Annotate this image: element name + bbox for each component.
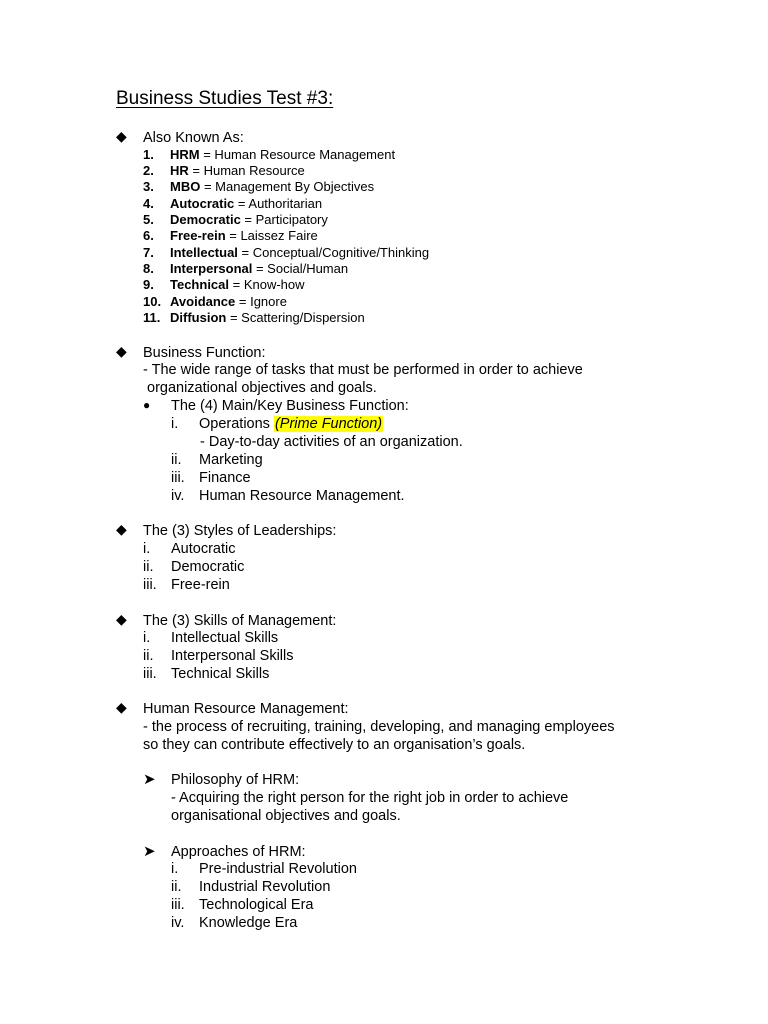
item-term: HRM [170,147,200,162]
item-number: i. [171,861,179,877]
item-term: Democratic [170,212,241,227]
item-number: ii. [143,648,154,664]
item-meaning: = Management By Objectives [200,179,375,194]
item-number: 7. [143,245,154,260]
item-meaning: = Authoritarian [234,196,323,211]
item-meaning: = Human Resource [188,163,305,178]
item-number: i. [171,416,179,432]
highlighted-note: (Prime Function) [274,416,383,432]
list-item [143,576,230,594]
item-label: Pre-industrial Revolution [199,861,357,877]
list-item [143,558,244,576]
item-number: 5. [143,212,154,227]
item-label: Democratic [171,559,245,575]
item-label: Intellectual Skills [171,630,279,646]
item-meaning: = Social/Human [252,261,349,276]
page-title: Business Studies Test #3: [116,88,334,109]
item-number: ii. [171,452,182,468]
business-function-description: - The wide range of tasks that must be performed in order to achieve [143,362,583,378]
item-label: Free-rein [171,577,230,593]
item-number: iii. [143,577,157,593]
item-number: ii. [171,879,182,895]
section-heading-business-function: Business Function: [143,345,266,361]
list-item [143,540,235,558]
item-number: 2. [143,163,154,178]
item-meaning: = Laissez Faire [225,228,318,243]
item-label: Interpersonal Skills [171,648,294,664]
item-term: Interpersonal [170,261,253,276]
section-heading-leadership: The (3) Styles of Leaderships: [143,523,337,539]
diamond-bullet-icon: ◆ [116,699,127,715]
operations-description: - Day-to-day activities of an organization. [200,434,463,450]
arrow-bullet-icon: ➤ [143,843,156,860]
item-label: Autocratic [171,541,236,557]
diamond-bullet-icon: ◆ [116,611,127,627]
list-item [171,914,297,932]
item-meaning: = Participatory [240,212,328,227]
item-number: iv. [171,915,185,931]
hrm-description: - the process of recruiting, training, developing, and managing employees [143,719,615,735]
section-heading-skills: The (3) Skills of Management: [143,613,337,629]
list-item [143,227,318,245]
diamond-bullet-icon: ◆ [116,128,127,144]
diamond-bullet-icon: ◆ [116,521,127,537]
item-number: 9. [143,277,154,292]
list-item [143,178,374,196]
subheading-main-business-function: The (4) Main/Key Business Function: [171,398,409,414]
item-term: MBO [170,179,201,194]
list-item [171,451,263,469]
list-item [171,469,251,487]
item-term: Avoidance [170,294,236,309]
item-number: 6. [143,228,154,243]
item-term: HR [170,163,189,178]
dot-bullet-icon: ● [143,398,151,412]
item-number: 4. [143,196,154,211]
item-term: Intellectual [170,245,238,260]
item-meaning: = Human Resource Management [199,147,396,162]
item-term: Free-rein [170,228,226,243]
list-item [171,415,383,433]
item-number: 3. [143,179,154,194]
item-number: 10. [143,294,162,309]
item-number: iii. [143,666,157,682]
list-item [171,896,313,914]
arrow-bullet-icon: ➤ [143,771,156,788]
item-number: 8. [143,261,154,276]
item-label: Knowledge Era [199,915,298,931]
item-number: ii. [143,559,154,575]
list-item [143,629,278,647]
list-item [143,309,365,327]
item-meaning: = Know-how [229,277,305,292]
list-item [171,487,405,505]
item-meaning: = Scattering/Dispersion [226,310,365,325]
item-number: i. [143,541,151,557]
subheading-philosophy: Philosophy of HRM: [171,772,300,788]
item-label: Finance [199,470,251,486]
list-item [143,276,305,294]
item-number: iii. [171,470,185,486]
diamond-bullet-icon: ◆ [116,343,127,359]
list-item [171,860,357,878]
list-item [143,647,294,665]
philosophy-text: - Acquiring the right person for the right job in order to achieve [171,790,569,806]
item-term: Autocratic [170,196,235,211]
list-item [143,665,269,683]
item-label: Marketing [199,452,263,468]
item-label: Technical Skills [171,666,270,682]
hrm-description-cont: so they can contribute effectively to an organisation’s goals. [143,737,526,753]
item-meaning: = Conceptual/Cognitive/Thinking [237,245,430,260]
item-meaning: = Ignore [235,294,287,309]
list-item [171,878,330,896]
item-number: iv. [171,488,185,504]
item-number: iii. [171,897,185,913]
subheading-approaches: Approaches of HRM: [171,844,306,860]
business-function-description-cont: organizational objectives and goals. [147,380,377,396]
section-heading-also-known-as: Also Known As: [143,130,244,146]
section-heading-hrm: Human Resource Management: [143,701,349,717]
item-term: Diffusion [170,310,227,325]
item-term: Technical [170,277,230,292]
item-label: Operations [199,416,270,432]
item-number: i. [143,630,151,646]
item-number: 1. [143,147,154,162]
item-label: Technological Era [199,897,314,913]
philosophy-text-cont: organisational objectives and goals. [171,808,401,824]
item-number: 11. [143,310,161,325]
item-label: Industrial Revolution [199,879,331,895]
item-label: Human Resource Management. [199,488,405,504]
